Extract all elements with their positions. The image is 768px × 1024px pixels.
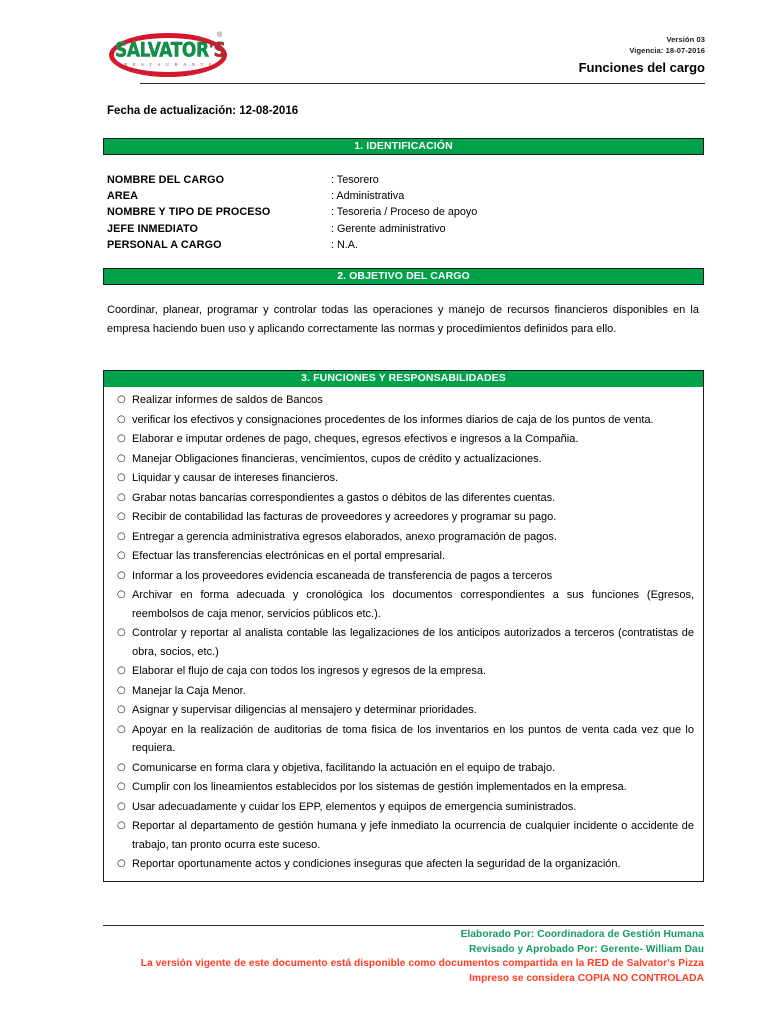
- footer-revisado: Revisado y Aprobado Por: Gerente- William Dau: [468, 943, 704, 955]
- objetivo-paragraph: Coordinar, planear, programar y controlar todas las operaciones y manejo de recursos financieros disponibles en la empresa haciendo buen uso y aplicando correctamente las normas y procedimientos definidos para ello.: [107, 304, 699, 335]
- salvators-logo: [105, 28, 233, 84]
- list-item: [110, 508, 697, 527]
- header-meta: [375, 34, 705, 76]
- field-value: : N.A.: [331, 238, 358, 251]
- list-item-text: verificar los efectivos y consignaciones procedentes de los informes diarios de caja de los puntos de venta.: [132, 413, 654, 426]
- list-item-text: Liquidar y causar de intereses financieros.: [132, 472, 339, 484]
- circle-bullet-icon: ○: [117, 684, 126, 696]
- field-label: NOMBRE Y TIPO DE PROCESO: [107, 206, 271, 219]
- page-title: Funciones del cargo: [578, 60, 705, 75]
- circle-bullet-icon: ○: [117, 472, 126, 483]
- list-item: [110, 759, 697, 778]
- list-item: [110, 547, 697, 566]
- circle-bullet-icon: ○: [117, 723, 126, 735]
- section-header-funciones: 3. FUNCIONES Y RESPONSABILIDADES: [103, 370, 704, 387]
- list-item-text: Elaborar el flujo de caja con todos los ingresos y egresos de la empresa.: [132, 665, 487, 677]
- table-row: [107, 172, 707, 188]
- list-item-text: Manejar la Caja Menor.: [132, 684, 246, 697]
- identification-table: [107, 172, 707, 253]
- list-item-text: Reportar oportunamente actos y condiciones inseguras que afecten la seguridad de la organización.: [132, 858, 621, 870]
- logo-subtitle: R E S T A U R A N T E: [124, 62, 214, 67]
- circle-bullet-icon: ○: [117, 413, 126, 425]
- list-item-text: Entregar a gerencia administrativa egresos elaborados, anexo programación de pagos.: [132, 530, 557, 543]
- logo-word-apostrophe: 'S: [208, 39, 226, 63]
- list-item-text: Recibir de contabilidad las facturas de proveedores y acreedores y programar su pago.: [132, 511, 557, 523]
- list-item: [110, 701, 697, 720]
- list-item: [110, 430, 697, 449]
- list-item-text: Asignar y supervisar diligencias al mensajero y determinar prioridades.: [132, 704, 477, 716]
- table-row: [107, 221, 707, 237]
- footer-elaborado: Elaborado Por: Coordinadora de Gestión Humana: [460, 929, 704, 940]
- circle-bullet-icon: ○: [117, 491, 126, 503]
- field-label: NOMBRE DEL CARGO: [107, 174, 225, 186]
- section-header-identificacion: 1. IDENTIFICACIÓN: [103, 138, 704, 155]
- footer-impreso: Impreso se considera COPIA NO CONTROLADA: [469, 972, 704, 984]
- circle-bullet-icon: ○: [117, 569, 126, 581]
- list-item-text: Informar a los proveedores evidencia escaneada de transferencia de pagos a terceros: [132, 569, 553, 582]
- list-item: [110, 855, 697, 874]
- circle-bullet-icon: ○: [117, 858, 126, 869]
- field-label: PERSONAL A CARGO: [107, 238, 222, 251]
- field-value: : Tesorero: [331, 174, 379, 186]
- list-item: [110, 798, 697, 817]
- circle-bullet-icon: ○: [117, 761, 126, 773]
- list-item-text: Reportar al departamento de gestión humana y jefe inmediato la ocurrencia de cualquier incidente o accidente de trabajo, tan pronto ocurra este suceso.: [132, 820, 694, 851]
- logo-wordmark: [115, 39, 226, 63]
- circle-bullet-icon: ○: [117, 530, 126, 542]
- table-row: [107, 204, 707, 220]
- list-item-text: Controlar y reportar al analista contable las legalizaciones de los anticipos autorizados a terceros (contratistas de obra, socios, etc.): [132, 627, 694, 658]
- field-value: : Gerente administrativo: [331, 222, 446, 235]
- circle-bullet-icon: ○: [117, 820, 126, 831]
- table-row: [107, 237, 707, 253]
- registered-mark-icon: ®: [217, 32, 223, 39]
- funciones-list: [103, 387, 704, 882]
- list-item-text: Archivar en forma adecuada y cronológica los documentos correspondientes a sus funciones (Egresos, reembolsos de caja menor, servicios públicos etc.).: [132, 589, 694, 620]
- field-label: AREA: [107, 190, 138, 203]
- logo-word-main: SALVATOR: [115, 39, 209, 63]
- list-item: [110, 778, 697, 797]
- list-item: [110, 469, 697, 488]
- list-item: [110, 586, 697, 623]
- list-item: [110, 662, 697, 681]
- list-item-text: Manejar Obligaciones financieras, vencimientos, cupos de crédito y actualizaciones.: [132, 452, 542, 465]
- list-item: [110, 391, 697, 410]
- section-header-objetivo: 2. OBJETIVO DEL CARGO: [103, 268, 704, 285]
- circle-bullet-icon: ○: [117, 800, 126, 812]
- list-item: [110, 817, 697, 854]
- table-row: [107, 188, 707, 204]
- circle-bullet-icon: ○: [117, 394, 126, 405]
- list-item: [110, 721, 697, 758]
- circle-bullet-icon: ○: [117, 781, 126, 792]
- list-item-text: Grabar notas bancarias correspondientes a gastos o débitos de las diferentes cuentas.: [132, 491, 556, 504]
- list-item-text: Efectuar las transferencias electrónicas en el portal empresarial.: [132, 550, 446, 562]
- circle-bullet-icon: ○: [117, 511, 126, 522]
- field-value: : Administrativa: [331, 190, 405, 203]
- circle-bullet-icon: ○: [117, 665, 126, 676]
- list-item: [110, 624, 697, 661]
- list-item-text: Cumplir con los lineamientos establecidos por los sistemas de gestión implementados en la empresa.: [132, 781, 627, 793]
- circle-bullet-icon: ○: [117, 550, 126, 561]
- header-divider: [140, 83, 705, 84]
- list-item-text: Comunicarse en forma clara y objetiva, facilitando la actuación en el equipo de trabajo.: [132, 761, 556, 774]
- field-value: : Tesoreria / Proceso de apoyo: [331, 206, 478, 219]
- footer-divider: [103, 925, 704, 926]
- list-item: [110, 567, 697, 586]
- circle-bullet-icon: ○: [117, 627, 126, 638]
- list-item-text: Usar adecuadamente y cuidar los EPP, elementos y equipos de emergencia suministrados.: [132, 800, 577, 813]
- list-item: [110, 411, 697, 430]
- list-item-text: Realizar informes de saldos de Bancos: [132, 394, 323, 406]
- footer-version-vigente: La versión vigente de este documento está disponible como documentos compartida en la RED de Salvator's Pizza: [140, 958, 704, 969]
- header-version: Versión 03: [666, 35, 705, 44]
- header-vigencia: Vigencia: 18-07-2016: [629, 46, 705, 55]
- document-header: [105, 28, 705, 90]
- list-item-text: Elaborar e imputar ordenes de pago, cheques, egresos efectivos e ingresos a la Compañia.: [132, 433, 579, 445]
- circle-bullet-icon: ○: [117, 452, 126, 464]
- list-item: [110, 682, 697, 701]
- document-footer: [103, 928, 704, 986]
- list-item-text: Apoyar en la realización de auditorias de toma fisica de los inventarios en los puntos de venta cada vez que lo requiera.: [132, 723, 694, 754]
- update-date: Fecha de actualización: 12-08-2016: [107, 105, 299, 117]
- list-item: [110, 528, 697, 547]
- circle-bullet-icon: ○: [117, 589, 126, 600]
- list-item: [110, 489, 697, 508]
- circle-bullet-icon: ○: [117, 704, 126, 715]
- circle-bullet-icon: ○: [117, 433, 126, 444]
- field-label: JEFE INMEDIATO: [107, 222, 198, 235]
- list-item: [110, 450, 697, 469]
